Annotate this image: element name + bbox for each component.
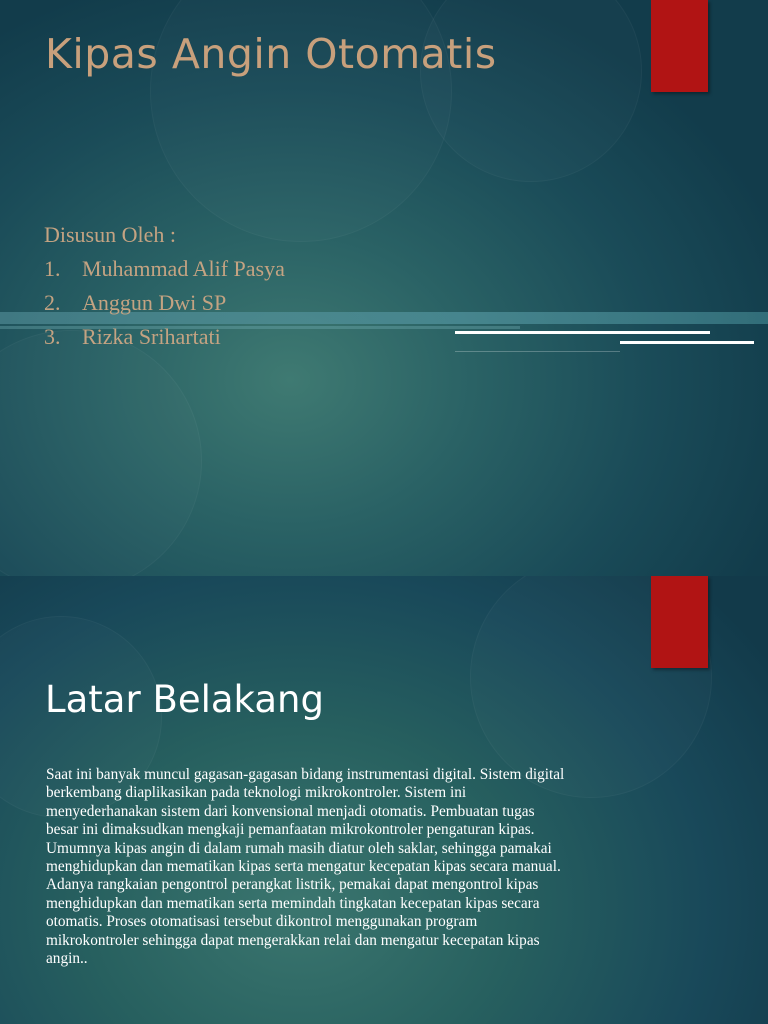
slide-title-text: Latar Belakang [45, 678, 324, 721]
author-list [44, 218, 285, 354]
author-name: Rizka Srihartati [82, 324, 221, 349]
author-item [44, 320, 285, 354]
author-name: Anggun Dwi SP [82, 290, 227, 315]
author-item [44, 252, 285, 286]
decorative-line [455, 331, 710, 334]
slide-title-text: Kipas Angin Otomatis [45, 30, 497, 78]
decorative-line [620, 341, 754, 344]
author-number: 3. [44, 324, 61, 349]
author-name: Muhammad Alif Pasya [82, 256, 285, 281]
background-circle [0, 330, 202, 576]
author-number: 1. [44, 256, 61, 281]
author-heading: Disusun Oleh : [44, 222, 176, 247]
red-accent-block [651, 0, 708, 92]
red-accent-block [651, 576, 708, 668]
slide-body-text: Saat ini banyak muncul gagasan-gagasan bidang instrumentasi digital. Sistem digital berkembang diaplikasikan pada teknologi mikrokontroler. Sistem ini menyederhanakan sistem dari konvensional menjadi otomatis. Pembuatan tugas besar ini dimaksudkan mengkaji pemanfaatan mikrokontroler pengaturan kipas. Umumnya kipas angin di dalam rumah masih diatur oleh saklar, sehingga pamakai menghidupkan dan mematikan kipas serta mengatur kecepatan kipas secara manual. Adanya rangkaian pengontrol perangkat listrik, pemakai dapat mengontrol kipas menghidupkan dan mematikan serta memindah tingkatan kecepatan kipas secara otomatis. Proses otomatisasi tersebut dikontrol menggunakan program mikrokontroler sehingga dapat mengerakkan relai dan mengatur kecepatan kipas angin.. [46, 766, 565, 968]
decorative-line [455, 351, 620, 352]
background-circle [420, 0, 642, 182]
author-number: 2. [44, 290, 61, 315]
author-item [44, 286, 285, 320]
